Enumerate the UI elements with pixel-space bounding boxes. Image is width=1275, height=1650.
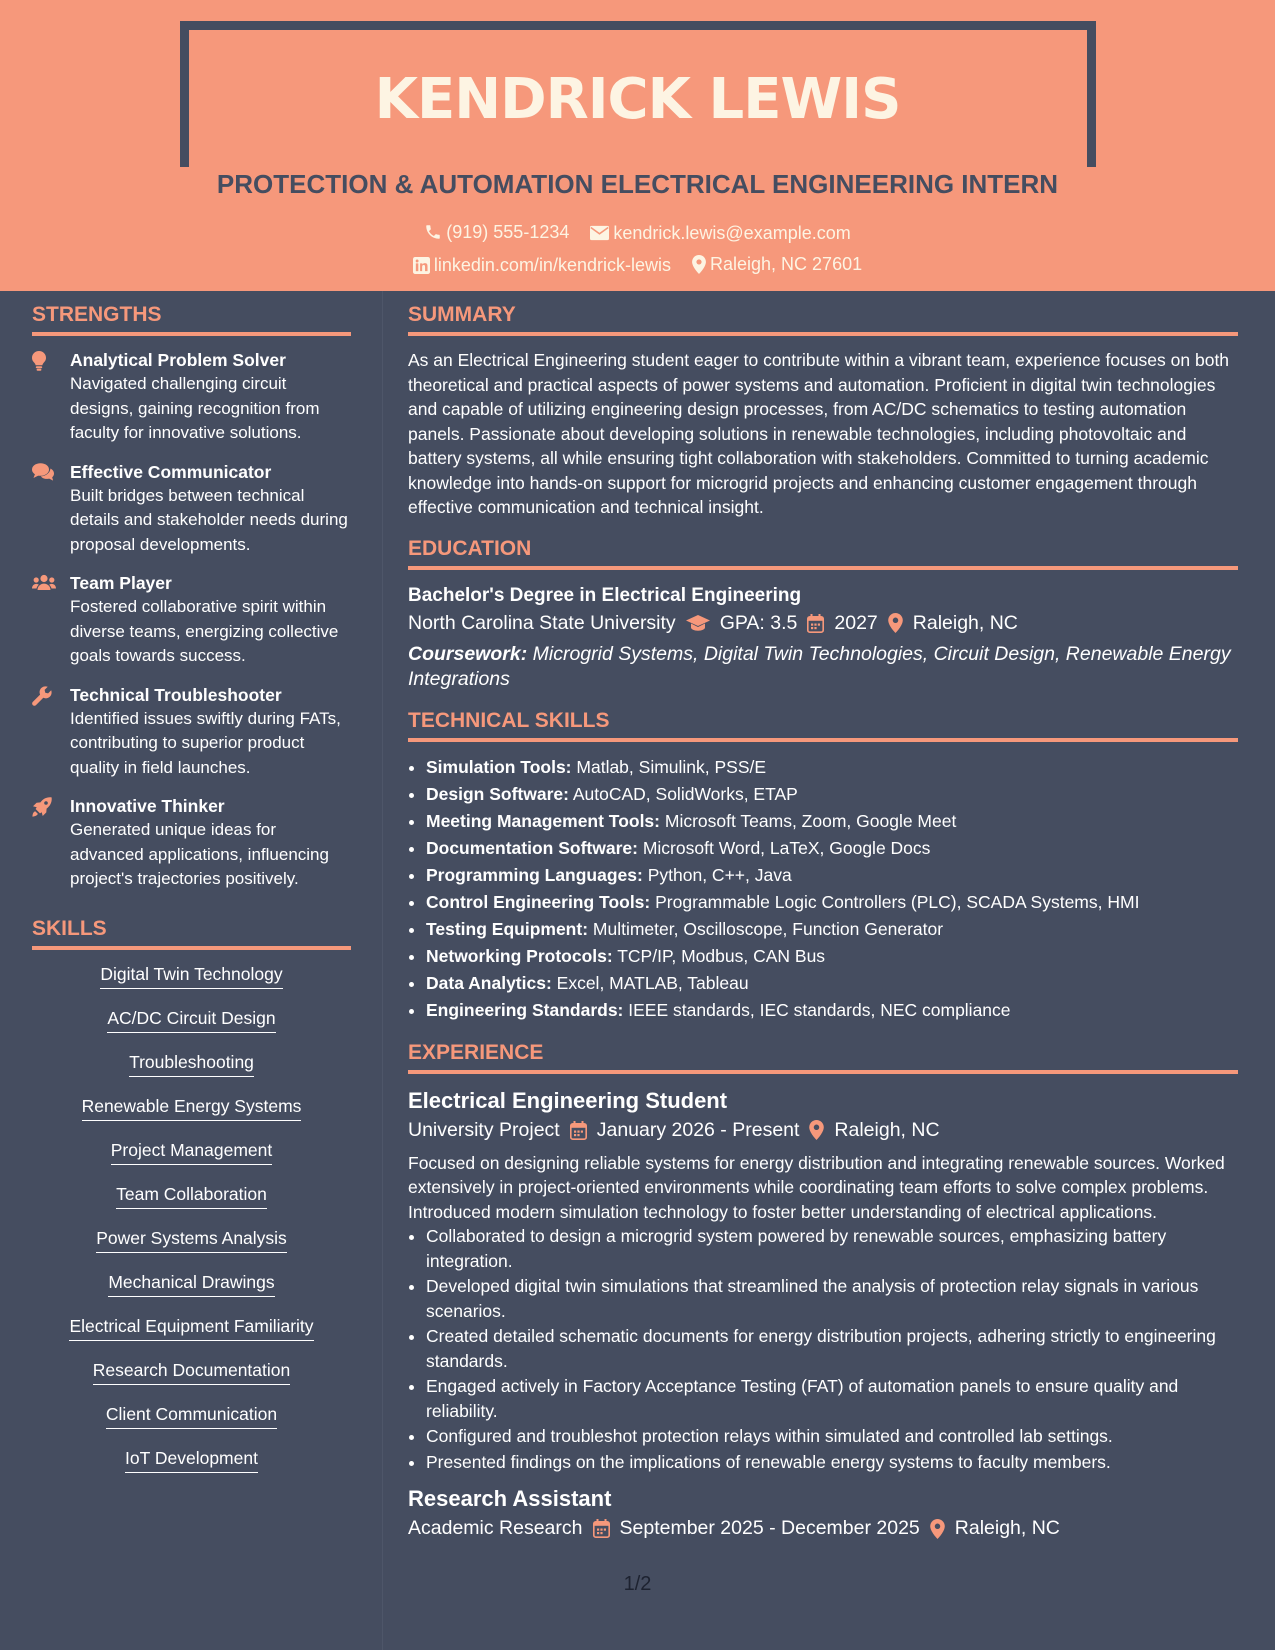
column-divider xyxy=(382,291,383,1650)
page-number: 1/2 xyxy=(623,1573,652,1595)
education-meta xyxy=(408,609,1238,638)
coursework-label: Coursework: xyxy=(408,642,528,665)
strength-desc: Identified issues swiftly during FATs, contributing to superior product quality in field launches. xyxy=(70,708,341,777)
strength-desc: Fostered collaborative spirit within diverse teams, energizing collective goals towards success. xyxy=(70,597,339,665)
phone-icon xyxy=(424,223,442,241)
job-org: University Project xyxy=(408,1118,560,1141)
strength-desc: Navigated challenging circuit designs, gaining recognition from faculty for innovative solutions. xyxy=(70,374,320,442)
skills-heading: SKILLS xyxy=(32,914,351,950)
coursework xyxy=(408,642,1238,692)
email-text: kendrick.lewis@example.com xyxy=(613,223,851,243)
strength-title: Effective Communicator xyxy=(70,461,272,482)
school-name: North Carolina State University xyxy=(408,611,676,634)
calendar-icon xyxy=(807,614,824,633)
education-heading: EDUCATION xyxy=(408,534,1238,570)
strength-desc: Built bridges between technical details and stakeholder needs during proposal developments. xyxy=(70,485,348,554)
phone-text: (919) 555-1234 xyxy=(446,222,570,242)
degree-title: Bachelor's Degree in Electrical Engineering xyxy=(408,584,802,606)
skill-tag: Power Systems Analysis xyxy=(96,1226,287,1253)
job-org: Academic Research xyxy=(408,1517,583,1539)
coursework-list: Microgrid Systems, Digital Twin Technologies, Circuit Design, Renewable Energy Integrations xyxy=(408,642,1231,690)
job-location: Raleigh, NC xyxy=(954,1517,1060,1539)
lightbulb-icon xyxy=(32,351,46,371)
job-dates: September 2025 - December 2025 xyxy=(619,1517,920,1539)
header-banner xyxy=(0,0,1275,291)
calendar-icon xyxy=(570,1121,587,1140)
map-marker-icon xyxy=(809,1120,824,1140)
skill-tag: Digital Twin Technology xyxy=(100,962,282,989)
linkedin-icon xyxy=(413,257,430,274)
tech-skill-item: • Design Software: AutoCAD, SolidWorks, ETAP xyxy=(426,781,1238,808)
job-title: Research Assistant xyxy=(408,1486,612,1511)
users-icon xyxy=(32,574,56,591)
phone-contact[interactable] xyxy=(424,219,569,245)
job-bullet: • Collaborated to design a microgrid system powered by renewable sources, emphasizing battery integration. xyxy=(426,1224,1238,1273)
tech-skill-item: • Testing Equipment: Multimeter, Oscilloscope, Function Generator xyxy=(426,916,1238,943)
skill-tag: Research Documentation xyxy=(93,1358,290,1385)
job-bullet: • Presented findings on the implications of renewable energy systems to faculty members. xyxy=(426,1450,1238,1475)
tech-skill-item: • Data Analytics: Excel, MATLAB, Tableau xyxy=(426,970,1238,997)
comments-icon xyxy=(32,463,54,481)
technical-skills-heading: TECHNICAL SKILLS xyxy=(408,706,1238,742)
contact-line-2 xyxy=(0,251,1275,281)
wrench-icon xyxy=(32,686,52,706)
skill-tag: Team Collaboration xyxy=(116,1182,267,1209)
skill-tag: IoT Development xyxy=(125,1446,258,1473)
strength-item xyxy=(32,794,351,892)
job-title: Electrical Engineering Student xyxy=(408,1087,728,1113)
contact-line-1 xyxy=(0,219,1275,248)
skill-tag: Project Management xyxy=(111,1138,272,1165)
strength-title: Technical Troubleshooter xyxy=(70,684,282,705)
gpa-text: GPA: 3.5 xyxy=(719,611,798,634)
email-contact[interactable] xyxy=(590,220,850,246)
strength-title: Team Player xyxy=(70,573,172,593)
map-marker-icon xyxy=(888,613,903,633)
strength-desc: Generated unique ideas for advanced applications, influencing project's trajectories positively. xyxy=(70,820,329,888)
skill-tag: Troubleshooting xyxy=(129,1050,254,1077)
job-dates: January 2026 - Present xyxy=(596,1118,800,1141)
tech-skill-item: • Control Engineering Tools: Programmable Logic Controllers (PLC), SCADA Systems, HMI xyxy=(426,889,1238,916)
candidate-name: KENDRICK LEWIS xyxy=(374,67,901,132)
job-description: Focused on designing reliable systems for energy distribution and integrating renewable sources. Worked extensively in project-oriented environments while coordinating team efforts to solve complex problems. Introduced modern simulation technology to foster better understanding of electrical applications. xyxy=(408,1152,1225,1222)
job-meta xyxy=(408,1116,1238,1145)
job-bullets xyxy=(408,1224,1238,1474)
graduation-year: 2027 xyxy=(834,611,878,634)
skills-list xyxy=(32,962,351,1490)
location-text: Raleigh, NC 27601 xyxy=(710,254,863,274)
graduation-cap-icon xyxy=(686,614,710,632)
tech-skill-item: • Engineering Standards: IEEE standards, IEC standards, NEC compliance xyxy=(426,997,1238,1024)
map-marker-icon xyxy=(930,1519,945,1539)
calendar-icon xyxy=(593,1519,610,1538)
skill-tag: Mechanical Drawings xyxy=(108,1270,274,1297)
map-marker-icon xyxy=(692,255,706,274)
strengths-heading: STRENGTHS xyxy=(32,300,351,336)
tech-skill-item: • Networking Protocols: TCP/IP, Modbus, CAN Bus xyxy=(426,943,1238,970)
tech-skill-item: • Documentation Software: Microsoft Word, LaTeX, Google Docs xyxy=(426,835,1238,862)
tech-skill-item: • Meeting Management Tools: Microsoft Teams, Zoom, Google Meet xyxy=(426,808,1238,835)
summary-text: As an Electrical Engineering student eager to contribute within a vibrant team, experience focuses on both theoretical and practical aspects of power systems and automation. Proficient in digital twin technologies and capable of utilizing engineering design processes, from AC/DC schematics to testing automation panels. Passionate about developing solutions in renewable technologies, including photovoltaic and battery systems, all while ensuring tight collaboration with stakeholders. Committed to turning academic knowledge into hands-on support for microgrid projects and enhancing customer engagement through effective communication and technical insight. xyxy=(408,350,1230,517)
experience-heading: EXPERIENCE xyxy=(408,1038,1238,1074)
strength-title: Innovative Thinker xyxy=(70,796,225,816)
technical-skills-list xyxy=(408,754,1238,1024)
job-location: Raleigh, NC xyxy=(834,1118,940,1141)
job-bullet: • Configured and troubleshot protection relays within simulated and controlled lab settings. xyxy=(426,1424,1238,1449)
strength-item xyxy=(32,460,351,558)
tech-skill-item: • Programming Languages: Python, C++, Java xyxy=(426,862,1238,889)
rocket-icon xyxy=(32,797,52,817)
education-location: Raleigh, NC xyxy=(912,611,1018,634)
tech-skill-item: • Simulation Tools: Matlab, Simulink, PSS/E xyxy=(426,754,1238,781)
strength-item xyxy=(32,348,351,446)
right-column xyxy=(408,300,1238,1543)
job-bullet: • Created detailed schematic documents for energy distribution projects, adhering strictly to engineering standards. xyxy=(426,1324,1238,1373)
strength-title: Analytical Problem Solver xyxy=(70,350,286,370)
job-title: PROTECTION & AUTOMATION ELECTRICAL ENGINEERING INTERN xyxy=(216,169,1059,199)
skill-tag: Renewable Energy Systems xyxy=(82,1094,302,1121)
linkedin-contact[interactable] xyxy=(413,252,671,278)
left-column xyxy=(32,300,351,1490)
summary-heading: SUMMARY xyxy=(408,300,1238,336)
location-contact xyxy=(692,251,862,277)
job-bullet: • Developed digital twin simulations that streamlined the analysis of protection relay signals in various scenarios. xyxy=(426,1274,1238,1323)
envelope-icon xyxy=(590,225,609,241)
job-bullet: • Engaged actively in Factory Acceptance Testing (FAT) of automation panels to ensure quality and reliability. xyxy=(426,1374,1238,1423)
job-meta xyxy=(408,1514,1238,1543)
skill-tag: Client Communication xyxy=(106,1402,277,1429)
strength-item xyxy=(32,571,351,669)
strength-item xyxy=(32,683,351,781)
skill-tag: AC/DC Circuit Design xyxy=(107,1006,275,1033)
skill-tag: Electrical Equipment Familiarity xyxy=(69,1314,313,1341)
linkedin-text: linkedin.com/in/kendrick-lewis xyxy=(433,255,671,275)
